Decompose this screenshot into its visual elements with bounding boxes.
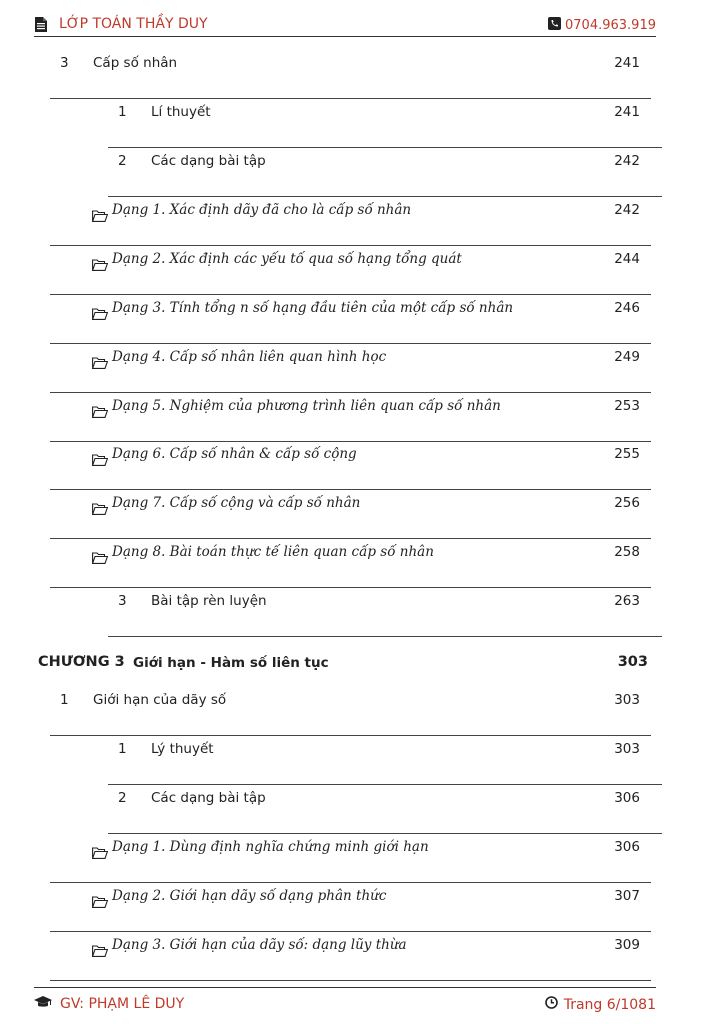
- toc-subsection-ly-thuyet[interactable]: [108, 735, 662, 785]
- footer-page-info: [545, 996, 656, 1013]
- toc-page: 303: [614, 692, 640, 708]
- toc-form-e3[interactable]: [50, 931, 651, 981]
- toc-page: 242: [614, 202, 640, 218]
- folder-open-icon: [92, 302, 108, 314]
- page-footer: [34, 987, 656, 1018]
- footer-teacher: [34, 996, 184, 1012]
- toc-form-label: [92, 245, 462, 273]
- toc-form-text: Dạng 3. Tính tổng n số hạng đầu tiên của một cấp số nhân: [112, 300, 514, 316]
- toc-form-text: Dạng 2. Xác định các yếu tố qua số hạng tổng quát: [112, 251, 462, 267]
- toc-form-8[interactable]: [50, 538, 651, 588]
- toc-page: 241: [614, 55, 640, 71]
- toc-section-gioi-han-day-so[interactable]: [50, 686, 651, 736]
- toc-number: 1: [118, 741, 127, 757]
- toc-number: 2: [118, 790, 127, 806]
- toc-form-label: [92, 833, 429, 861]
- folder-open-icon: [92, 497, 108, 509]
- toc-form-3[interactable]: [50, 294, 651, 344]
- toc-number: 1: [118, 104, 127, 120]
- toc-label: Cấp số nhân: [93, 55, 178, 71]
- toc-form-text: Dạng 6. Cấp số nhân & cấp số cộng: [112, 446, 357, 462]
- page-number: Trang 6/1081: [563, 996, 656, 1013]
- toc-label: Lí thuyết: [151, 104, 211, 120]
- toc-form-text: Dạng 5. Nghiệm của phương trình liên quan cấp số nhân: [112, 398, 501, 414]
- toc-number: 3: [60, 55, 69, 71]
- toc-label: Lý thuyết: [151, 741, 214, 757]
- toc-label: Các dạng bài tập: [151, 790, 266, 806]
- toc-form-e2[interactable]: [50, 882, 651, 932]
- toc-page: 306: [614, 839, 640, 855]
- toc-form-label: [92, 392, 501, 420]
- toc-page: 307: [614, 888, 640, 904]
- toc-page: 242: [614, 153, 640, 169]
- toc-page: 244: [614, 251, 640, 267]
- toc-subsection-li-thuyet[interactable]: [108, 98, 662, 148]
- toc-form-label: [92, 538, 434, 566]
- folder-open-icon: [92, 448, 108, 460]
- toc-form-label: [92, 343, 386, 371]
- toc-form-7[interactable]: [50, 489, 651, 539]
- header-title: LỚP TOÁN THẦY DUY: [59, 16, 208, 32]
- clock-icon: [545, 996, 558, 1013]
- folder-open-icon: [92, 546, 108, 558]
- toc-page: 253: [614, 398, 640, 414]
- toc-page: 309: [614, 937, 640, 953]
- toc-form-label: [92, 196, 411, 224]
- chapter-title: Giới hạn - Hàm số liên tục: [133, 655, 329, 671]
- phone-number: 0704.963.919: [565, 18, 656, 33]
- folder-open-icon: [92, 351, 108, 363]
- toc-form-text: Dạng 2. Giới hạn dãy số dạng phân thức: [112, 888, 387, 904]
- toc-form-2[interactable]: [50, 245, 651, 295]
- toc-page: 306: [614, 790, 640, 806]
- chapter-label: CHƯƠNG 3: [38, 654, 125, 670]
- toc-chapter-3[interactable]: [38, 654, 648, 676]
- toc-label: Các dạng bài tập: [151, 153, 266, 169]
- toc-form-text: Dạng 1. Xác định dãy đã cho là cấp số nhân: [112, 202, 412, 218]
- toc-form-label: [92, 882, 386, 910]
- graduation-cap-icon: [34, 996, 52, 1012]
- folder-open-icon: [92, 253, 108, 265]
- toc-subsection-cac-dang[interactable]: [108, 147, 662, 197]
- folder-open-icon: [92, 841, 108, 853]
- toc-form-text: Dạng 3. Giới hạn của dãy số: dạng lũy thừa: [112, 937, 407, 953]
- toc-form-6[interactable]: [50, 440, 651, 490]
- toc-subsection-bai-tap[interactable]: [108, 587, 662, 637]
- teacher-name: GV: PHẠM LÊ DUY: [60, 996, 185, 1012]
- toc-number: 2: [118, 153, 127, 169]
- toc-subsection-cac-dang-2[interactable]: [108, 784, 662, 834]
- chapter-page: 303: [617, 654, 648, 670]
- folder-open-icon: [92, 939, 108, 951]
- toc-form-5[interactable]: [50, 392, 651, 442]
- toc-number: 3: [118, 593, 127, 609]
- toc-form-label: [92, 440, 357, 468]
- toc-form-label: [92, 489, 360, 517]
- toc-label: Bài tập rèn luyện: [151, 593, 267, 609]
- toc-page: 258: [614, 544, 640, 560]
- toc-form-1[interactable]: [50, 196, 651, 246]
- toc-page: 241: [614, 104, 640, 120]
- toc-form-e1[interactable]: [50, 833, 651, 883]
- toc-page: 256: [614, 495, 640, 511]
- toc-form-text: Dạng 8. Bài toán thực tế liên quan cấp số nhân: [112, 544, 434, 560]
- folder-open-icon: [92, 204, 108, 216]
- toc-form-text: Dạng 1. Dùng định nghĩa chứng minh giới hạn: [112, 839, 429, 855]
- toc-page: 255: [614, 446, 640, 462]
- toc-section-cap-so-nhan[interactable]: [50, 49, 651, 99]
- toc-label: Giới hạn của dãy số: [93, 692, 227, 708]
- toc-page: 263: [614, 593, 640, 609]
- toc-form-text: Dạng 7. Cấp số cộng và cấp số nhân: [112, 495, 361, 511]
- toc-number: 1: [60, 692, 69, 708]
- toc-page: 246: [614, 300, 640, 316]
- toc-form-label: [92, 931, 407, 959]
- toc-form-label: [92, 294, 513, 322]
- folder-open-icon: [92, 400, 108, 412]
- folder-open-icon: [92, 890, 108, 902]
- toc-form-text: Dạng 4. Cấp số nhân liên quan hình học: [112, 349, 387, 365]
- toc-page: 249: [614, 349, 640, 365]
- toc-page: 303: [614, 741, 640, 757]
- toc-form-4[interactable]: [50, 343, 651, 393]
